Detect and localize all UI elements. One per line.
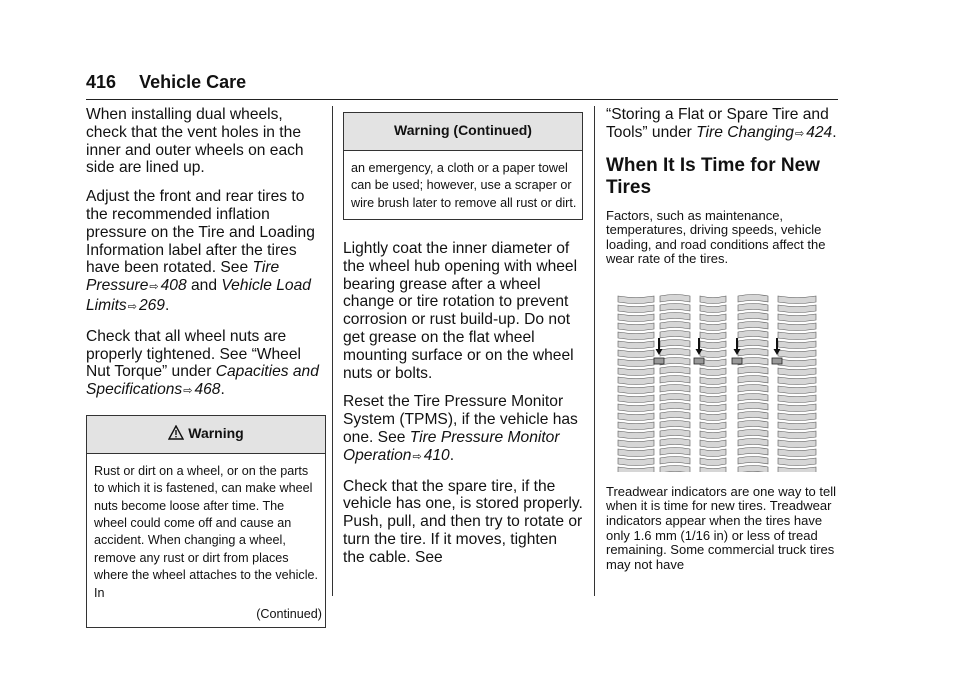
page-number: 416 <box>86 72 117 92</box>
tread-block <box>778 323 816 331</box>
tread-block <box>618 314 654 322</box>
tread-block <box>738 447 768 455</box>
tread-block <box>738 348 768 356</box>
tread-block <box>618 359 654 367</box>
tread-block <box>700 305 726 313</box>
paragraph-dual-wheels: When installing dual wheels, check that the vent holes in the inner and outer wheels on each side are lined up. <box>86 106 304 177</box>
tread-block <box>738 411 768 419</box>
wear-bar <box>654 358 664 364</box>
tread-block <box>660 348 690 356</box>
tread-block <box>660 375 690 383</box>
link-tire-changing[interactable]: Tire Changing <box>696 123 794 141</box>
text: . <box>832 123 837 141</box>
tread-block <box>778 368 816 376</box>
column-3 <box>606 106 842 583</box>
tread-block <box>700 341 726 349</box>
column-2 <box>343 106 583 578</box>
tread-block <box>618 350 654 358</box>
tread-block <box>738 294 768 302</box>
tread-block <box>778 395 816 403</box>
paragraph-adjust-pressure <box>86 188 326 317</box>
tread-block <box>738 339 768 347</box>
text: and <box>186 277 222 295</box>
tread-block <box>660 411 690 419</box>
tread-block <box>700 314 726 322</box>
text: Reset the Tire Pressure Monitor System (TPMS), if the vehicle has one. See <box>343 393 578 446</box>
tread-block <box>778 440 816 448</box>
tread-block <box>738 375 768 383</box>
tread-block <box>738 393 768 401</box>
tread-block <box>618 404 654 412</box>
text: . <box>220 381 225 399</box>
tread-block <box>618 467 654 472</box>
warning-text: an emergency, a cloth or a paper towel can be used; however, use a scraper or wire brush later to remove all rust or dirt. <box>351 160 577 210</box>
tread-block <box>778 377 816 385</box>
paragraph-grease: Lightly coat the inner diameter of the wheel hub opening with wheel bearing grease after a wheel change or tire rotation to prevent corrosion or rust build-up. Do not get grease on the flat wheel mounting surface or on the wheel nuts or bolts. <box>343 240 578 382</box>
tread-block <box>660 303 690 311</box>
tread-block <box>660 393 690 401</box>
paragraph-treadwear: Treadwear indicators are one way to tell when it is time for new tires. Treadwear indicators appear when the tires have only 1.6 mm (1/16 in) or less of tread remaining. Some commercial truck tires may not have <box>606 483 837 572</box>
page-ref[interactable]: 424 <box>806 123 833 141</box>
tread-block <box>700 368 726 376</box>
page-ref[interactable]: 410 <box>423 446 450 464</box>
section-title: Vehicle Care <box>139 72 247 92</box>
tread-block <box>618 386 654 394</box>
tread-block <box>778 341 816 349</box>
tread-block <box>700 413 726 421</box>
continued-label: (Continued) <box>256 607 322 621</box>
page-ref[interactable]: 468 <box>194 381 221 399</box>
warning-text: Rust or dirt on a wheel, or on the parts to which it is fastened, can make wheel nuts become loose after time. The wheel could come off and cause an accident. When changing a wheel, remove any rust or dirt from places where the wheel attaches to the vehicle. In <box>94 463 319 600</box>
tread-block <box>778 332 816 340</box>
arrow-icon: ⇨ <box>127 300 137 313</box>
paragraph-storing-flat <box>606 106 842 144</box>
tread-block <box>738 366 768 374</box>
header-rule <box>86 99 838 100</box>
tread-block <box>738 420 768 428</box>
warning-box <box>86 415 326 628</box>
tread-block <box>618 305 654 313</box>
tread-block <box>778 404 816 412</box>
warning-header <box>87 416 325 454</box>
tread-block <box>618 296 654 304</box>
paragraph-wear-factors: Factors, such as maintenance, temperatures, driving speeds, vehicle loading, and road conditions affect the wear rate of the tires. <box>606 207 826 267</box>
tread-block <box>660 438 690 446</box>
tread-block <box>618 458 654 466</box>
tread-block <box>660 294 690 302</box>
tread-block <box>660 429 690 437</box>
tread-block <box>738 357 768 365</box>
tread-block <box>738 303 768 311</box>
tread-block <box>778 467 816 472</box>
tread-block <box>618 431 654 439</box>
tread-block <box>660 447 690 455</box>
tread-block <box>660 312 690 320</box>
warning-title: Warning <box>188 424 244 441</box>
tread-block <box>738 402 768 410</box>
treadwear-indicator-illustration <box>616 294 836 472</box>
tread-block <box>778 314 816 322</box>
text: . <box>449 446 455 464</box>
tread-block <box>700 332 726 340</box>
warning-header: Warning (Continued) <box>344 113 582 151</box>
tread-block <box>660 330 690 338</box>
tread-block <box>778 359 816 367</box>
tread-block <box>618 323 654 331</box>
tread-block <box>778 350 816 358</box>
tread-block <box>618 440 654 448</box>
tread-block <box>660 465 690 472</box>
tread-block <box>700 440 726 448</box>
wear-bar <box>732 358 742 364</box>
link-tpms-operation[interactable]: Tire Pressure Monitor Operation <box>343 428 560 464</box>
arrow-icon: ⇨ <box>183 385 193 398</box>
tread-block <box>660 456 690 464</box>
arrow-icon: ⇨ <box>794 127 805 140</box>
page-ref[interactable]: 269 <box>138 296 165 314</box>
tread-block <box>700 350 726 358</box>
tread-block <box>778 431 816 439</box>
tread-block <box>738 465 768 472</box>
tread-block <box>700 404 726 412</box>
tread-block <box>660 321 690 329</box>
page-header <box>86 72 246 93</box>
arrow-icon: ⇨ <box>149 281 159 294</box>
tread-block <box>778 386 816 394</box>
column-1 <box>86 106 326 628</box>
warning-icon <box>168 425 184 440</box>
tread-block <box>738 456 768 464</box>
tread-block <box>700 431 726 439</box>
tread-block <box>660 339 690 347</box>
tread-block <box>618 413 654 421</box>
link-vehicle-load-limits[interactable]: Vehicle Load Limits <box>86 277 311 314</box>
tread-block <box>700 377 726 385</box>
paragraph-tpms <box>343 393 583 466</box>
tread-block <box>660 357 690 365</box>
tread-block <box>700 422 726 430</box>
tread-block <box>738 312 768 320</box>
link-tire-pressure[interactable]: Tire Pressure <box>86 259 280 295</box>
tread-block <box>778 422 816 430</box>
text: Adjust the front and rear tires to the recommended inflation pressure on the Tire and Loading Information label after the tires have been rotated. See <box>86 188 315 277</box>
tread-block <box>618 332 654 340</box>
column-divider <box>332 106 333 596</box>
paragraph-spare-tire: Check that the spare tire, if the vehicle has one, is stored properly. Push, pull, and then try to rotate or turn the tire. If it moves, tighten the cable. See <box>343 477 583 566</box>
column-divider <box>594 106 595 596</box>
tread-block <box>738 321 768 329</box>
warning-box-continued <box>343 112 583 220</box>
tread-block <box>738 330 768 338</box>
tread-block <box>618 377 654 385</box>
tread-block <box>778 449 816 457</box>
wear-bar <box>772 358 782 364</box>
page-ref[interactable]: 408 <box>160 277 187 295</box>
text: “Storing a Flat or Spare Tire and Tools” under <box>606 106 829 141</box>
arrow-icon: ⇨ <box>412 450 422 463</box>
text: . <box>164 296 170 314</box>
tread-block <box>700 323 726 331</box>
tread-block <box>778 458 816 466</box>
tread-block <box>700 458 726 466</box>
section-heading: When It Is Time for New Tires <box>606 154 820 198</box>
tread-block <box>660 402 690 410</box>
tread-block <box>738 384 768 392</box>
tread-block <box>660 366 690 374</box>
tread-block <box>778 305 816 313</box>
tread-block <box>700 449 726 457</box>
text: Check that all wheel nuts are properly tightened. See “Wheel Nut Torque” under <box>86 327 301 381</box>
tread-block <box>700 386 726 394</box>
tread-block <box>618 422 654 430</box>
tread-block <box>778 296 816 304</box>
wear-bar <box>694 358 704 364</box>
tread-block <box>700 467 726 472</box>
tread-block <box>738 429 768 437</box>
link-capacities[interactable]: Capacities and Specifications <box>86 363 319 399</box>
tread-block <box>738 438 768 446</box>
tread-block <box>660 420 690 428</box>
tread-block <box>660 384 690 392</box>
tread-block <box>700 395 726 403</box>
tread-block <box>618 395 654 403</box>
tread-block <box>778 413 816 421</box>
tread-block <box>700 296 726 304</box>
paragraph-wheel-nuts <box>86 328 326 401</box>
tread-block <box>618 341 654 349</box>
tread-block <box>618 449 654 457</box>
tread-block <box>618 368 654 376</box>
